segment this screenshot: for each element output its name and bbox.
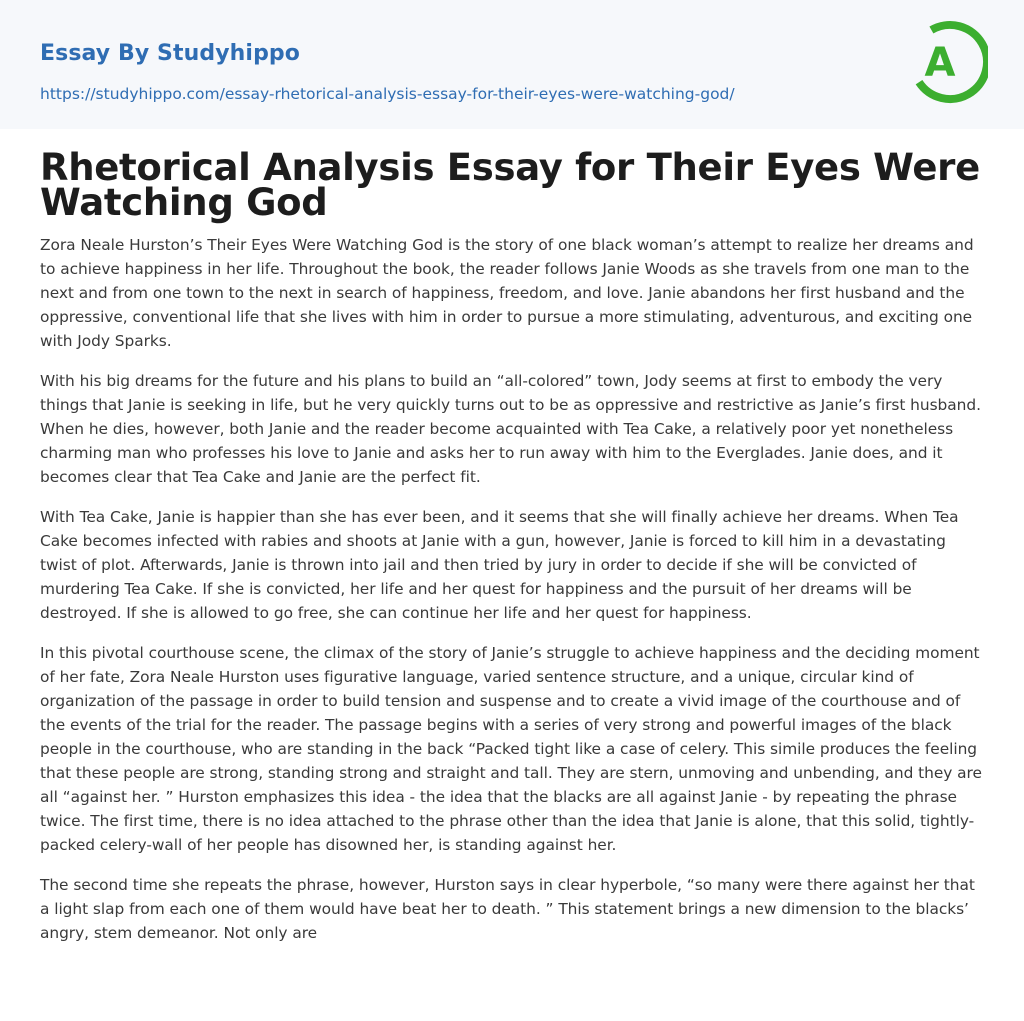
logo-letter: A bbox=[924, 40, 956, 86]
article-title: Rhetorical Analysis Essay for Their Eyes Were Watching God bbox=[40, 146, 980, 224]
paragraph-1: Zora Neale Hurston’s Their Eyes Were Watching God is the story of one black woman’s attempt to realize her dreams and to achieve happiness in her life. Throughout the book, the reader follows Janie Woods as she travels from one man to the next and from one town to the next in search of happiness, freedom, and love. Janie abandons her first husband and the oppressive, conventional life that she lives with him in order to pursue a more stimulating, adventurous, and exciting one with Jody Sparks. bbox=[40, 236, 974, 350]
site-header bbox=[0, 0, 1024, 129]
paragraph-2: With his big dreams for the future and his plans to build an “all-colored” town, Jody seems at first to embody the very things that Janie is seeking in life, but he very quickly turns out to be as oppressive and restrictive as Janie’s first husband. When he dies, however, both Janie and the reader become acquainted with Tea Cake, a relatively poor yet nonetheless charming man who professes his love to Janie and asks her to run away with him to the Everglades. Janie does, and it becomes clear that Tea Cake and Janie are the perfect fit. bbox=[40, 372, 981, 486]
article bbox=[40, 146, 986, 961]
paragraph-4: In this pivotal courthouse scene, the climax of the story of Janie’s struggle to achieve happiness and the deciding moment of her fate, Zora Neale Hurston uses figurative language, varied sentence structure, and a unique, circular kind of organization of the passage in order to build tension and suspense and to create a vivid image of the courthouse and of the events of the trial for the reader. The passage begins with a series of very strong and powerful images of the black people in the courthouse, who are standing in the back “Packed tight like a case of celery. This simile produces the feeling that these people are strong, standing strong and straight and tall. They are stern, unmoving and unbending, and they are all “against her. ” Hurston emphasizes this idea - the idea that the blacks are all against Janie - by repeating the phrase twice. The first time, there is no idea attached to the phrase other than the idea that Janie is alone, that this solid, tightly-packed celery-wall of her people has disowned her, is standing against her. bbox=[40, 644, 982, 854]
site-name[interactable]: Essay By Studyhippo bbox=[40, 41, 300, 66]
circular-a-logo-icon[interactable] bbox=[912, 19, 988, 105]
article-body bbox=[40, 233, 986, 945]
paragraph-5: The second time she repeats the phrase, however, Hurston says in clear hyperbole, “so many were there against her that a light slap from each one of them would have beat her to death. ” This statement brings a new dimension to the blacks’ angry, stem demeanor. Not only are bbox=[40, 876, 975, 942]
paragraph-3: With Tea Cake, Janie is happier than she has ever been, and it seems that she will finally achieve her dreams. When Tea Cake becomes infected with rabies and shoots at Janie with a gun, however, Janie is forced to kill him in a devastating twist of plot. Afterwards, Janie is thrown into jail and then tried by jury in order to decide if she will be convicted of murdering Tea Cake. If she is convicted, her life and her quest for happiness and the pursuit of her dreams will be destroyed. If she is allowed to go free, she can continue her life and her quest for happiness. bbox=[40, 508, 959, 622]
page-url-link[interactable]: https://studyhippo.com/essay-rhetorical-analysis-essay-for-their-eyes-were-watching-god/ bbox=[40, 85, 735, 103]
